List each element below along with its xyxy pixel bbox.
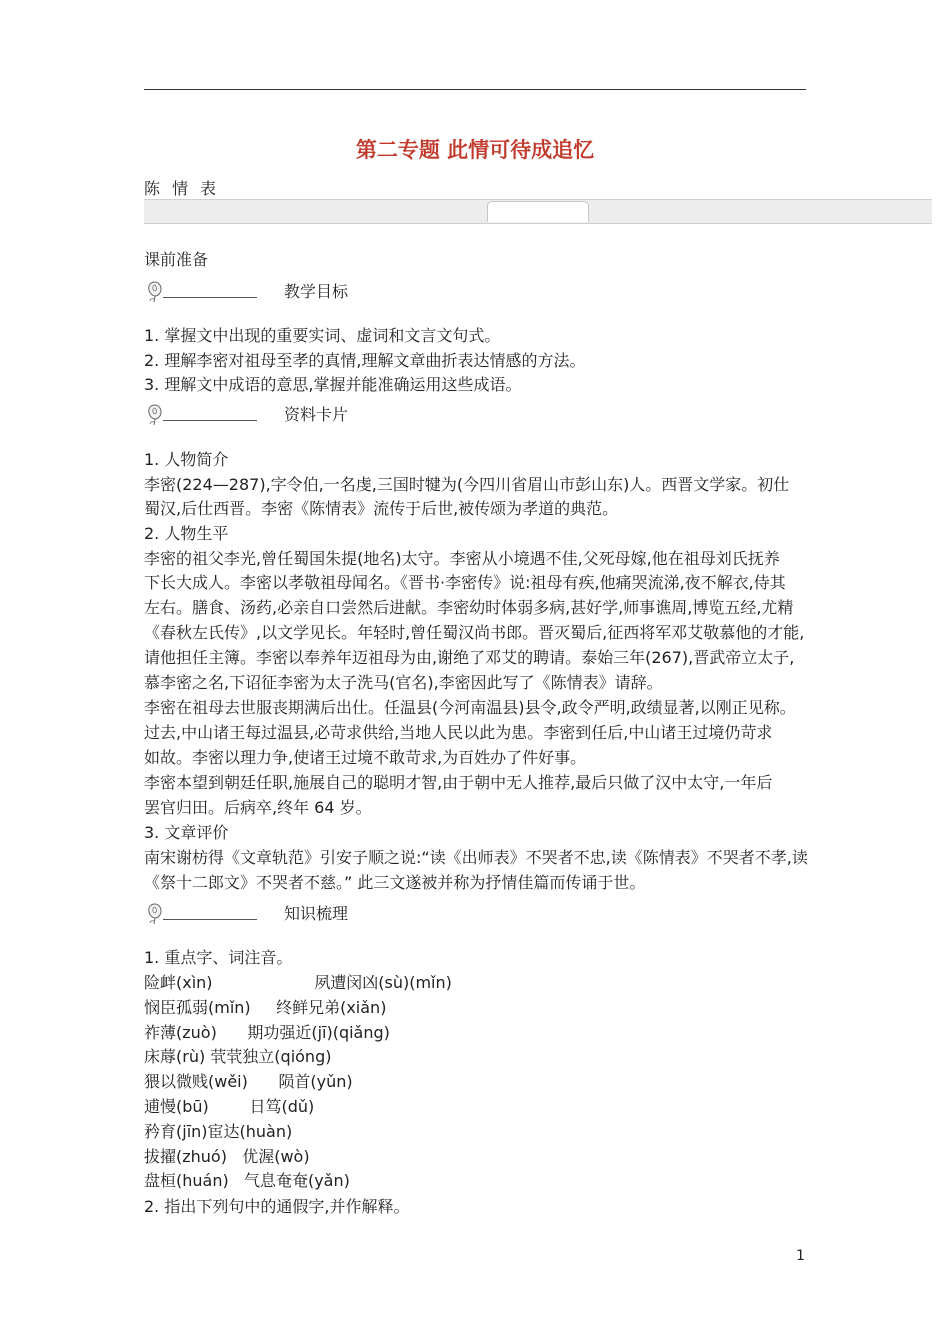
section-heading-knowledge [144,903,464,927]
material-line: 慕李密之名,下诏征李密为太子洗马(官名),李密因此写了《陈情表》请辞。 [144,673,663,692]
knowledge-line: 盘桓(huán) 气息奄奄(yǎn) [144,1171,350,1190]
section-heading-materials [144,404,464,428]
heading-label: 资料卡片 [284,405,349,424]
tab [487,201,589,222]
knowledge-line: 拔擢(zhuó) 优渥(wò) [144,1147,310,1166]
material-line: 李密本望到朝廷任职,施展自己的聪明才智,由于朝中无人推荐,最后只做了汉中太守,一年后 [144,773,773,792]
material-line: 《祭十二郎文》不哭者不慈。” 此三文遂被并称为抒情佳篇而传诵于世。 [144,873,646,892]
knowledge-line: 逋慢(bū) 日笃(dǔ) [144,1097,315,1116]
material-line: 如故。李密以理力争,使诸王过境不敢苛求,为百姓办了件好事。 [144,748,587,767]
material-line: 请他担任主簿。李密以奉养年迈祖母为由,谢绝了邓艾的聘请。泰始三年(267),晋武帝立太子, [144,648,795,667]
page-title: 第二专题 此情可待成追忆 [355,137,595,162]
goal-item: 1. 掌握文中出现的重要实词、虚词和文言文句式。 [144,326,501,345]
material-line: 3. 文章评价 [144,823,229,842]
material-line: 下长大成人。李密以孝敬祖母闻名。《晋书·李密传》说:祖母有疾,他痛哭流涕,夜不解衣,侍其 [144,573,786,592]
rose-icon [144,901,166,925]
material-line: 李密(224—287),字令伯,一名虔,三国时犍为(今四川省眉山市彭山东)人。西晋文学家。初仕 [144,475,790,494]
material-line: 李密的祖父李光,曾任蜀国朱提(地名)太守。李密从小境遇不佳,父死母嫁,他在祖母刘氏抚养 [144,549,780,568]
knowledge-line: 险衅(xìn) 夙遭闵凶(sù)(mǐn) [144,973,452,992]
material-line: 左右。膳食、汤药,必亲自口尝然后进献。李密幼时体弱多病,甚好学,师事谯周,博览五经,尤精 [144,598,794,617]
page-subtitle: 陈情表 [144,179,229,198]
knowledge-line: 悯臣孤弱(mǐn) 终鲜兄弟(xiǎn) [144,998,387,1017]
material-line: 南宋谢枋得《文章轨范》引安子顺之说:“读《出师表》不哭者不忠,读《陈情表》不哭者不孝,读 [144,848,808,867]
heading-underline [163,919,257,920]
goal-item: 3. 理解文中成语的意思,掌握并能准确运用这些成语。 [144,375,522,394]
material-line: 罢官归田。后病卒,终年 64 岁。 [144,798,372,817]
heading-underline [163,297,257,298]
heading-label: 知识梳理 [284,904,349,923]
material-line: 1. 人物简介 [144,450,229,469]
knowledge-line: 猥以微贱(wěi) 陨首(yǔn) [144,1072,353,1091]
header-rule [144,89,806,90]
rose-icon [144,279,166,303]
knowledge-line: 床蓐(rù) 茕茕独立(qióng) [144,1047,332,1066]
material-line: 过去,中山诸王每过温县,必苛求供给,当地人民以此为患。李密到任后,中山诸王过境仍苛求 [144,723,773,742]
section-heading-goals [144,281,464,305]
section-intro: 课前准备 [144,250,209,269]
material-line: 《春秋左氏传》,以文学见长。年轻时,曾任蜀汉尚书郎。晋灭蜀后,征西将军邓艾敬慕他的才能, [144,623,805,642]
knowledge-line: 2. 指出下列句中的通假字,并作解释。 [144,1197,410,1216]
goal-item: 2. 理解李密对祖母至孝的真情,理解文章曲折表达情感的方法。 [144,351,586,370]
material-line: 李密在祖母去世服丧期满后出仕。任温县(今河南温县)县令,政令严明,政绩显著,以刚正见称。 [144,698,796,717]
knowledge-line: 1. 重点字、词注音。 [144,948,293,967]
heading-underline [163,420,257,421]
knowledge-line: 矜育(jīn)宦达(huàn) [144,1122,293,1141]
rose-icon [144,402,166,426]
material-line: 2. 人物生平 [144,524,229,543]
heading-label: 教学目标 [284,282,349,301]
material-line: 蜀汉,后仕西晋。李密《陈情表》流传于后世,被传颂为孝道的典范。 [144,499,619,518]
knowledge-line: 祚薄(zuò) 期功强近(jī)(qiǎng) [144,1023,390,1042]
page-number: 1 [796,1248,805,1264]
